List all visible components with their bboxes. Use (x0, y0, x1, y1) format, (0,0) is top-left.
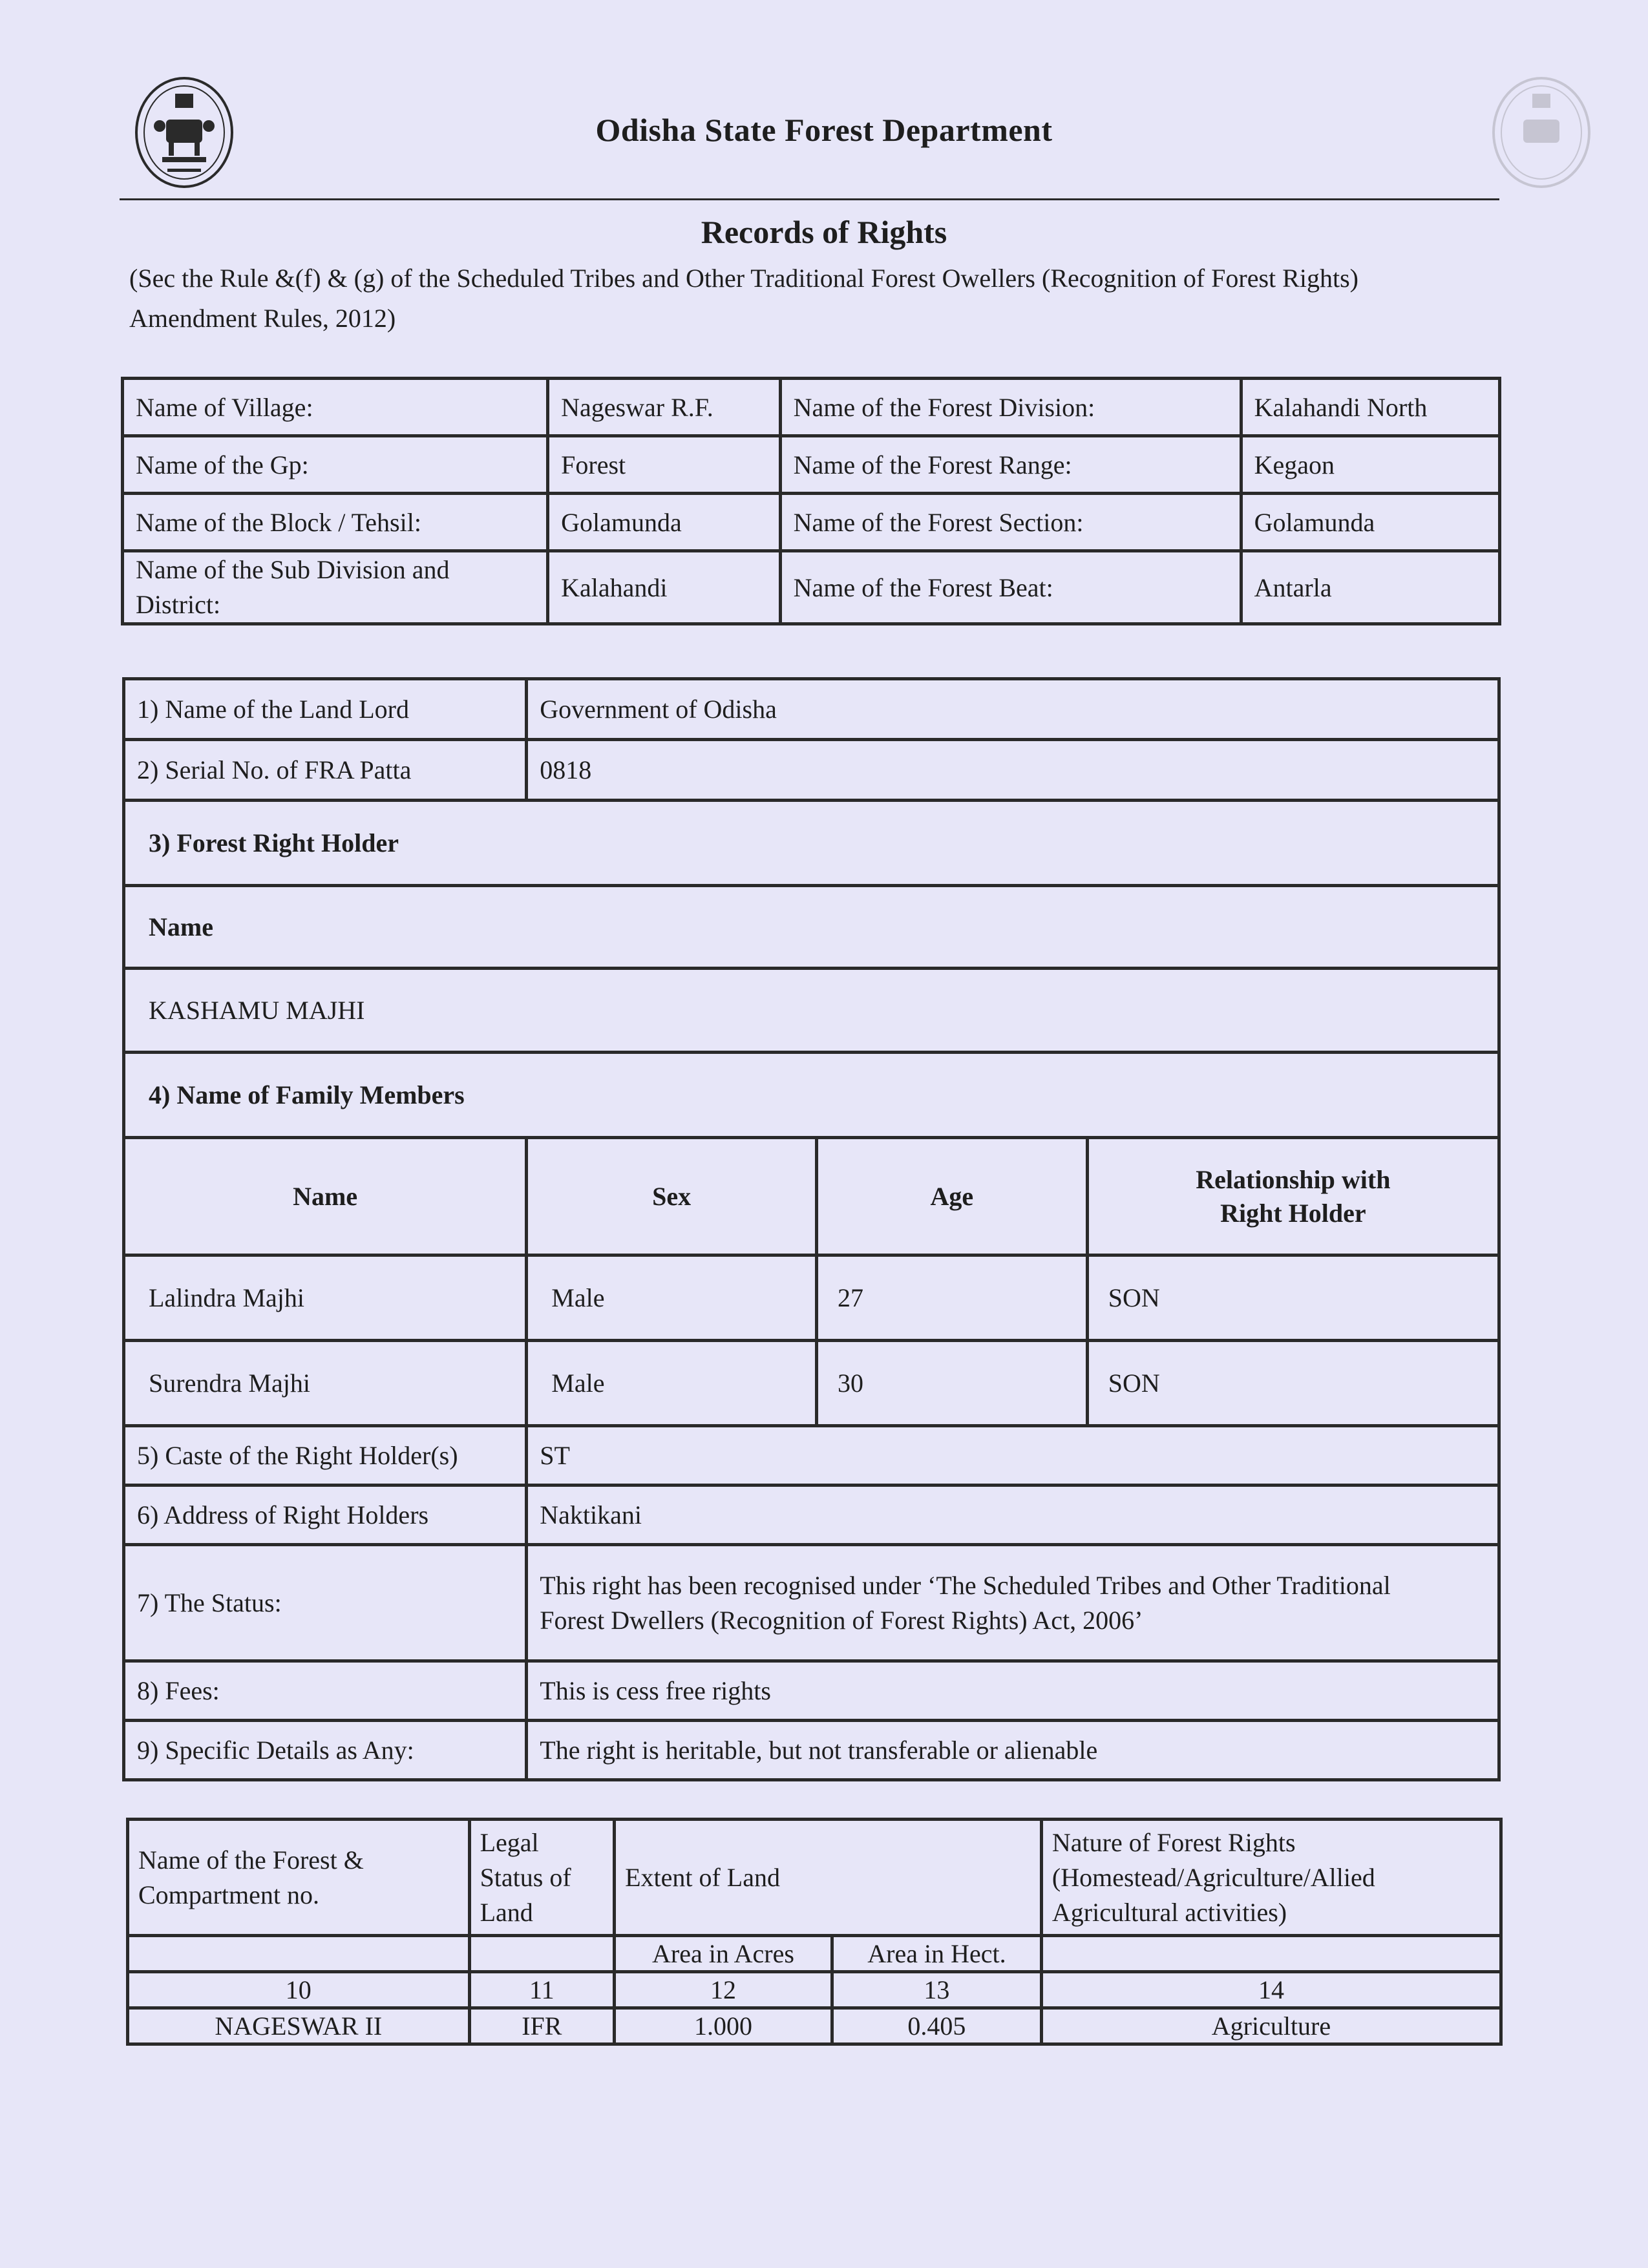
area-acres: 1.000 (615, 2008, 832, 2044)
land-number-row (128, 1972, 1501, 2008)
caste-label: 5) Caste of the Right Holder(s) (124, 1426, 527, 1486)
status-line-1: This right has been recognised under ‘The Scheduled Tribes and Other Traditional (540, 1570, 1391, 1600)
record-table (122, 677, 1501, 1781)
status-value (527, 1545, 1499, 1661)
location-table (121, 377, 1501, 625)
member-name: Lalindra Majhi (124, 1255, 527, 1341)
member-relation: SON (1087, 1255, 1499, 1341)
table-row (123, 379, 1500, 436)
table-row (123, 551, 1500, 624)
col-legal-status: Legal Status of Land (469, 1820, 615, 1936)
details-label: 9) Specific Details as Any: (124, 1721, 527, 1780)
member-age: 30 (817, 1341, 1088, 1426)
empty-cell (469, 1936, 615, 1972)
serial-value: 0818 (527, 740, 1499, 801)
range-label: Name of the Forest Range: (780, 436, 1241, 494)
status-label: 7) The Status: (124, 1545, 527, 1661)
family-col-name: Name (124, 1138, 527, 1255)
details-value: The right is heritable, but not transferable or alienable (527, 1721, 1499, 1780)
sub-area-hect: Area in Hect. (832, 1936, 1041, 1972)
table-row (124, 740, 1499, 801)
range-value: Kegaon (1241, 436, 1499, 494)
family-heading: 4) Name of Family Members (124, 1053, 1499, 1138)
document-title: Records of Rights (701, 214, 947, 250)
table-row (124, 1053, 1499, 1138)
village-value: Nageswar R.F. (548, 379, 780, 436)
block-value: Golamunda (548, 494, 780, 551)
subdivision-label: Name of the Sub Division and District: (123, 551, 548, 624)
member-sex: Male (527, 1255, 817, 1341)
table-row (124, 679, 1499, 740)
col-forest-compartment: Name of the Forest & Compartment no. (128, 1820, 470, 1936)
family-member-row (124, 1255, 1499, 1341)
land-header-row (128, 1820, 1501, 1936)
caste-value: ST (527, 1426, 1499, 1486)
legal-status: IFR (469, 2008, 615, 2044)
table-row (124, 801, 1499, 886)
table-row (124, 886, 1499, 969)
family-member-row (124, 1341, 1499, 1426)
land-data-row (128, 2008, 1501, 2044)
subdivision-value: Kalahandi (548, 551, 780, 624)
col-nature-of-rights: Nature of Forest Rights (Homestead/Agriculture/Allied Agricultural activities) (1041, 1820, 1501, 1936)
status-line-2: Forest Dwellers (Recognition of Forest Rights) Act, 2006’ (540, 1605, 1143, 1635)
beat-value: Antarla (1241, 551, 1499, 624)
member-sex: Male (527, 1341, 817, 1426)
table-row (124, 969, 1499, 1053)
holder-heading: 3) Forest Right Holder (124, 801, 1499, 886)
member-relation: SON (1087, 1341, 1499, 1426)
empty-cell (128, 1936, 470, 1972)
division-label: Name of the Forest Division: (780, 379, 1241, 436)
sub-area-acres: Area in Acres (615, 1936, 832, 1972)
holder-name: KASHAMU MAJHI (124, 969, 1499, 1053)
document-subtitle: (Sec the Rule &(f) & (g) of the Scheduled Tribes and Other Traditional Forest Owellers (Recognition of Forest Rights) Amendment Rules, 2012) (129, 264, 1358, 333)
serial-label: 2) Serial No. of FRA Patta (124, 740, 527, 801)
beat-label: Name of the Forest Beat: (780, 551, 1241, 624)
gp-label: Name of the Gp: (123, 436, 548, 494)
division-value: Kalahandi North (1241, 379, 1499, 436)
col-number-11: 11 (469, 1972, 615, 2008)
member-name: Surendra Majhi (124, 1341, 527, 1426)
department-title: Odisha State Forest Department (595, 112, 1053, 148)
table-row (123, 436, 1500, 494)
nature-of-right: Agriculture (1041, 2008, 1501, 2044)
table-row (123, 494, 1500, 551)
land-subheader-row (128, 1936, 1501, 1972)
gp-value: Forest (548, 436, 780, 494)
family-header-row (124, 1138, 1499, 1255)
forest-name: NAGESWAR II (128, 2008, 470, 2044)
col-extent-of-land: Extent of Land (615, 1820, 1042, 1936)
col-number-13: 13 (832, 1972, 1041, 2008)
name-heading: Name (124, 886, 1499, 969)
address-value: Naktikani (527, 1486, 1499, 1545)
block-label: Name of the Block / Tehsil: (123, 494, 548, 551)
fees-value: This is cess free rights (527, 1661, 1499, 1721)
empty-cell (1041, 1936, 1501, 1972)
col-number-14: 14 (1041, 1972, 1501, 2008)
village-label: Name of Village: (123, 379, 548, 436)
landlord-value: Government of Odisha (527, 679, 1499, 740)
member-age: 27 (817, 1255, 1088, 1341)
header-divider (120, 198, 1499, 200)
address-label: 6) Address of Right Holders (124, 1486, 527, 1545)
section-label: Name of the Forest Section: (780, 494, 1241, 551)
area-hect: 0.405 (832, 2008, 1041, 2044)
table-row (124, 1721, 1499, 1780)
table-row (124, 1426, 1499, 1486)
family-col-age: Age (817, 1138, 1088, 1255)
col-number-10: 10 (128, 1972, 470, 2008)
col-number-12: 12 (615, 1972, 832, 2008)
fees-label: 8) Fees: (124, 1661, 527, 1721)
land-table (126, 1818, 1503, 2046)
section-value: Golamunda (1241, 494, 1499, 551)
family-col-relationship: Relationship with Right Holder (1087, 1138, 1499, 1255)
landlord-label: 1) Name of the Land Lord (124, 679, 527, 740)
family-col-sex: Sex (527, 1138, 817, 1255)
table-row (124, 1545, 1499, 1661)
table-row (124, 1661, 1499, 1721)
table-row (124, 1486, 1499, 1545)
